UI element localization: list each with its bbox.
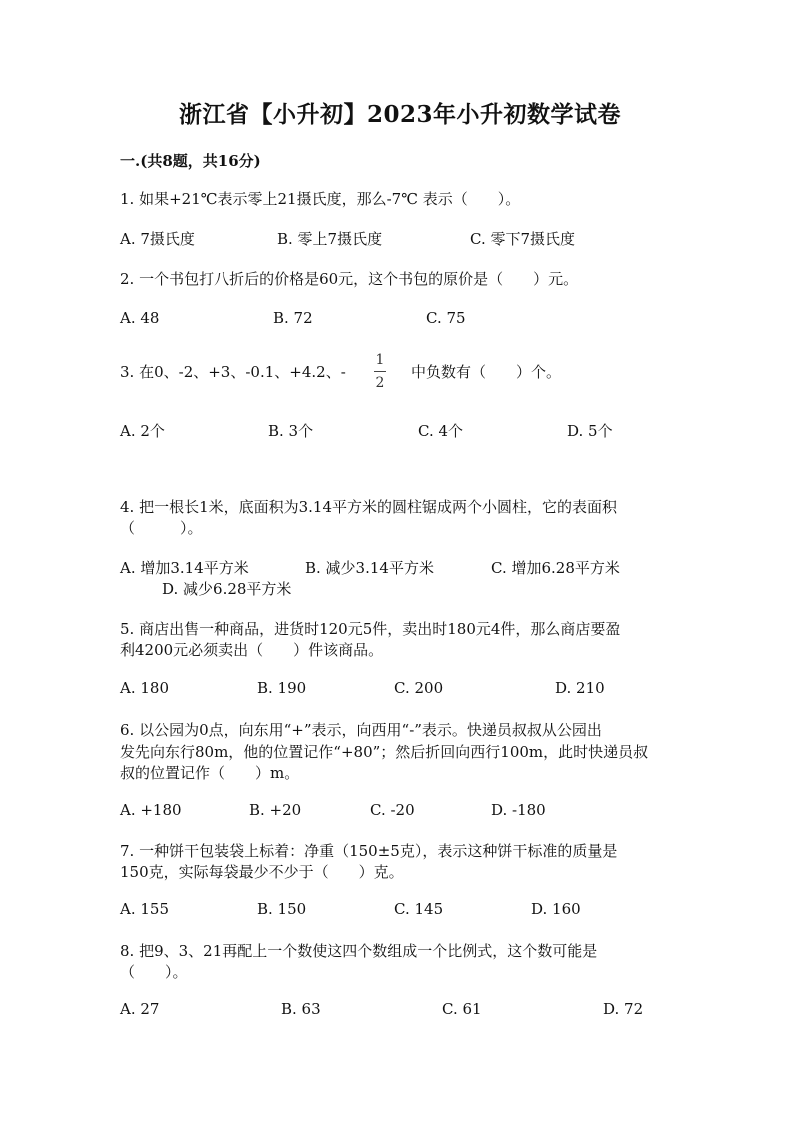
question-2-option-a[interactable]: A. 48 (120, 309, 160, 327)
question-3-option-b[interactable]: B. 3个 (268, 422, 314, 440)
section-heading: 一.(共8题，共16分) (120, 152, 261, 170)
question-6-option-b[interactable]: B. +20 (249, 801, 302, 819)
question-5-option-c[interactable]: C. 200 (394, 679, 444, 697)
question-4-option-a[interactable]: A. 增加3.14平方米 (120, 559, 249, 577)
question-8-option-d[interactable]: D. 72 (603, 1000, 644, 1018)
question-6-option-d[interactable]: D. -180 (491, 801, 546, 819)
question-7-option-c[interactable]: C. 145 (394, 900, 444, 918)
question-7-text-line2: 150克，实际每袋最少不少于（ ）克。 (120, 863, 404, 881)
question-3-option-d[interactable]: D. 5个 (567, 422, 613, 440)
question-7-option-b[interactable]: B. 150 (257, 900, 307, 918)
fraction-denominator: 2 (375, 375, 385, 391)
question-7-text-line1: 7. 一种饼干包装袋上标着：净重（150±5克），表示这种饼干标准的质量是 (120, 842, 618, 860)
question-2-text: 2. 一个书包打八折后的价格是60元，这个书包的原价是（ ）元。 (120, 270, 579, 288)
question-5-option-b[interactable]: B. 190 (257, 679, 307, 697)
question-1-text: 1. 如果+21℃表示零上21摄氏度，那么-7℃ 表示（ ）。 (120, 190, 521, 208)
question-6-text-line1: 6. 以公园为0点，向东用“+”表示，向西用“-”表示。快递员叔叔从公园出 (120, 721, 602, 739)
question-2-option-c[interactable]: C. 75 (426, 309, 466, 327)
question-4-option-c[interactable]: C. 增加6.28平方米 (491, 559, 620, 577)
question-3-text-part2: 中负数有（ ）个。 (411, 363, 562, 381)
question-8-option-c[interactable]: C. 61 (442, 1000, 482, 1018)
question-3-fraction (370, 351, 390, 392)
question-6-text-line3: 叔的位置记作（ ）m。 (120, 764, 300, 782)
fraction-bar (374, 371, 386, 372)
question-4-option-d[interactable]: D. 减少6.28平方米 (162, 580, 292, 598)
question-6-option-c[interactable]: C. -20 (370, 801, 415, 819)
fraction-numerator: 1 (375, 352, 385, 368)
question-5-option-d[interactable]: D. 210 (555, 679, 605, 697)
question-1-option-c[interactable]: C. 零下7摄氏度 (470, 230, 576, 248)
page-title: 浙江省【小升初】2023年小升初数学试卷 (178, 101, 621, 128)
question-4-text-line1: 4. 把一根长1米，底面积为3.14平方米的圆柱锯成两个小圆柱，它的表面积 (120, 498, 618, 516)
question-6-text-line2: 发先向东行80m，他的位置记作“+80”；然后折回向西行100m，此时快递员叔 (120, 743, 649, 761)
question-3-text-part1: 3. 在0、-2、+3、-0.1、+4.2、- (120, 363, 346, 381)
question-4-option-b[interactable]: B. 减少3.14平方米 (305, 559, 434, 577)
question-2-option-b[interactable]: B. 72 (273, 309, 313, 327)
question-5-text-line1: 5. 商店出售一种商品，进货时120元5件，卖出时180元4件，那么商店要盈 (120, 620, 621, 638)
question-1-option-a[interactable]: A. 7摄氏度 (120, 230, 195, 248)
question-8-option-a[interactable]: A. 27 (120, 1000, 160, 1018)
question-5-text-line2: 利4200元必须卖出（ ）件该商品。 (120, 641, 384, 659)
question-6-option-a[interactable]: A. +180 (120, 801, 182, 819)
question-7-option-d[interactable]: D. 160 (531, 900, 581, 918)
question-5-option-a[interactable]: A. 180 (120, 679, 169, 697)
question-3-option-a[interactable]: A. 2个 (120, 422, 165, 440)
question-4-text-line2: （ ）。 (120, 519, 203, 537)
question-8-text-line2: （ ）。 (120, 963, 188, 981)
question-7-option-a[interactable]: A. 155 (120, 900, 169, 918)
question-1-option-b[interactable]: B. 零上7摄氏度 (277, 230, 383, 248)
question-8-option-b[interactable]: B. 63 (281, 1000, 321, 1018)
question-3-option-c[interactable]: C. 4个 (418, 422, 464, 440)
question-8-text-line1: 8. 把9、3、21再配上一个数使这四个数组成一个比例式，这个数可能是 (120, 942, 598, 960)
